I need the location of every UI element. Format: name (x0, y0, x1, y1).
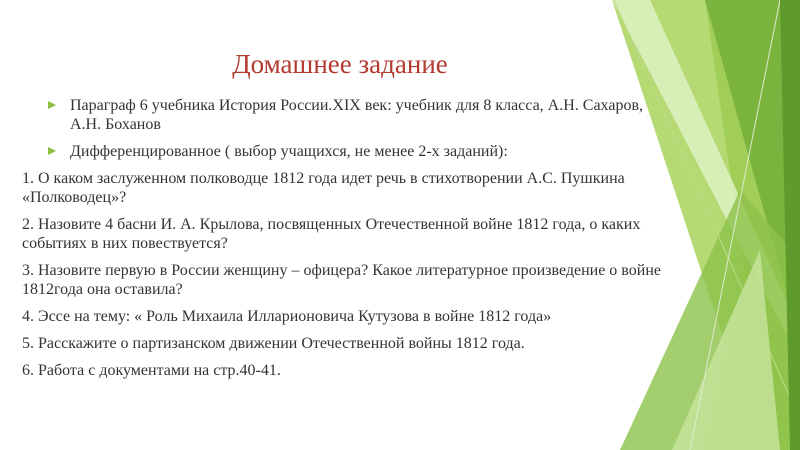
bullet-arrow-icon (48, 147, 56, 155)
task-item-4: 4. Эссе на тему: « Роль Михаила Илларионовича Кутузова в войне 1812 года» (22, 308, 552, 325)
bullet-list (48, 96, 678, 161)
task-item-2: 2. Назовите 4 басни И. А. Крылова, посвященных Отечественной войне 1812 года, о каких событиях в них повествуется? (22, 216, 641, 252)
bullet-arrow-icon (48, 101, 56, 109)
slide-content (22, 96, 678, 388)
bullet-item-textbook (48, 96, 678, 134)
bullet-item-differentiated (48, 142, 678, 161)
task-item-1: 1. О каком заслуженном полководце 1812 года идет речь в стихотворении А.С. Пушкина «Полководец»? (22, 170, 625, 206)
task-item-3: 3. Назовите первую в России женщину – офицера? Какое литературное произведение о войне 1812года она оставила? (22, 262, 661, 298)
task-item-6: 6. Работа с документами на стр.40-41. (22, 362, 281, 379)
task-list (22, 169, 678, 380)
bullet-text: Дифференцированное ( выбор учащихся, не менее 2-х заданий): (70, 143, 508, 160)
task-item-5: 5. Расскажите о партизанском движении Отечественной войны 1812 года. (22, 335, 525, 352)
bullet-text: Параграф 6 учебника История России.XIX век: учебник для 8 класса, А.Н. Сахаров, А.Н. Боханов (70, 97, 643, 133)
slide-title: Домашнее задание (232, 49, 448, 79)
